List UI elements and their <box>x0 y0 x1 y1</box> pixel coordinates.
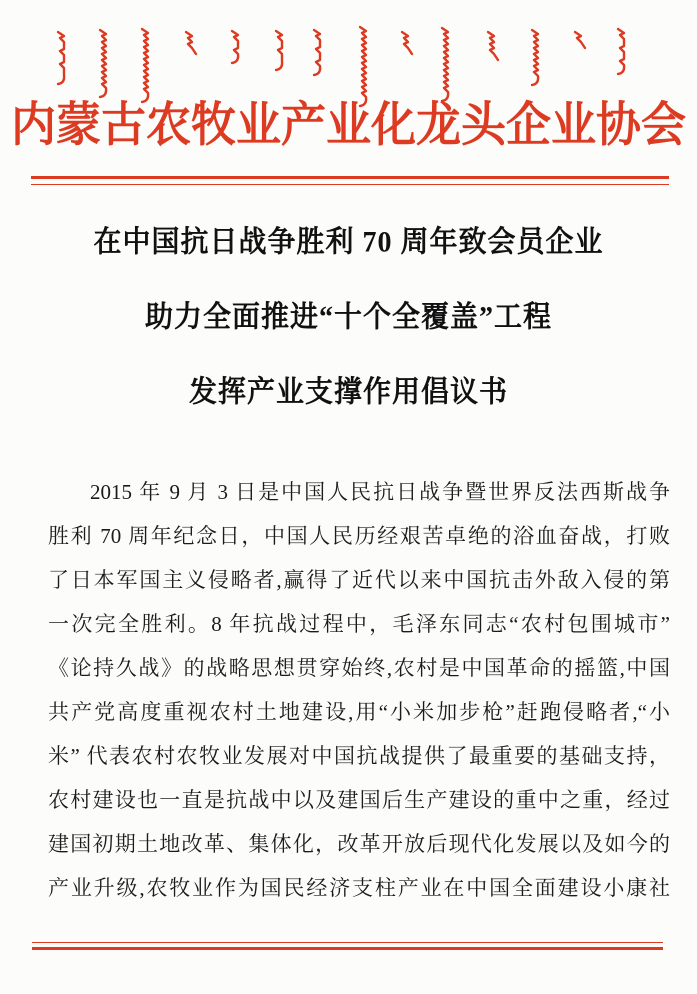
body-line: 产业升级,农牧业作为国民经济支柱产业在中国全面建设小康社 <box>48 876 670 900</box>
document-title <box>0 202 697 427</box>
body-line: 建国初期土地改革、集体化，改革开放后现代化发展以及如今的 <box>48 832 670 856</box>
body-line: 《论持久战》的战略思想贯穿始终,农村是中国革命的摇篮,中国 <box>48 656 670 680</box>
body-line: 共产党高度重视农村土地建设,用“小米加步枪”赶跑侵略者,“小 <box>48 700 670 724</box>
body-line: 农村建设也一直是抗战中以及建国后生产建设的重中之重，经过 <box>48 788 670 812</box>
document-title-line-2: 助力全面推进“十个全覆盖”工程 <box>144 300 552 334</box>
body-line: 2015 年 9 月 3 日是中国人民抗日战争暨世界反法西斯战争 <box>90 480 670 504</box>
body-line: 了日本军国主义侵略者,赢得了近代以来中国抗击外敌入侵的第 <box>48 568 670 592</box>
org-name-chinese: 内蒙古农牧业产业化龙头企业协会 <box>10 98 686 152</box>
body-text <box>48 470 670 910</box>
document-title-line-3: 发挥产业支撑作用倡议书 <box>188 375 508 409</box>
body-line: 胜利 70 周年纪念日，中国人民历经艰苦卓绝的浴血奋战，打败 <box>48 524 670 548</box>
header-divider-rule <box>31 176 669 185</box>
body-line: 一次完全胜利。8 年抗战过程中，毛泽东同志“农村包围城市” <box>48 612 670 636</box>
footer-divider-rule <box>32 942 663 950</box>
body-line: 米” 代表农村农牧业发展对中国抗战提供了最重要的基础支持， <box>48 744 670 768</box>
document-title-line-1: 在中国抗日战争胜利 70 周年致会员企业 <box>93 225 604 259</box>
